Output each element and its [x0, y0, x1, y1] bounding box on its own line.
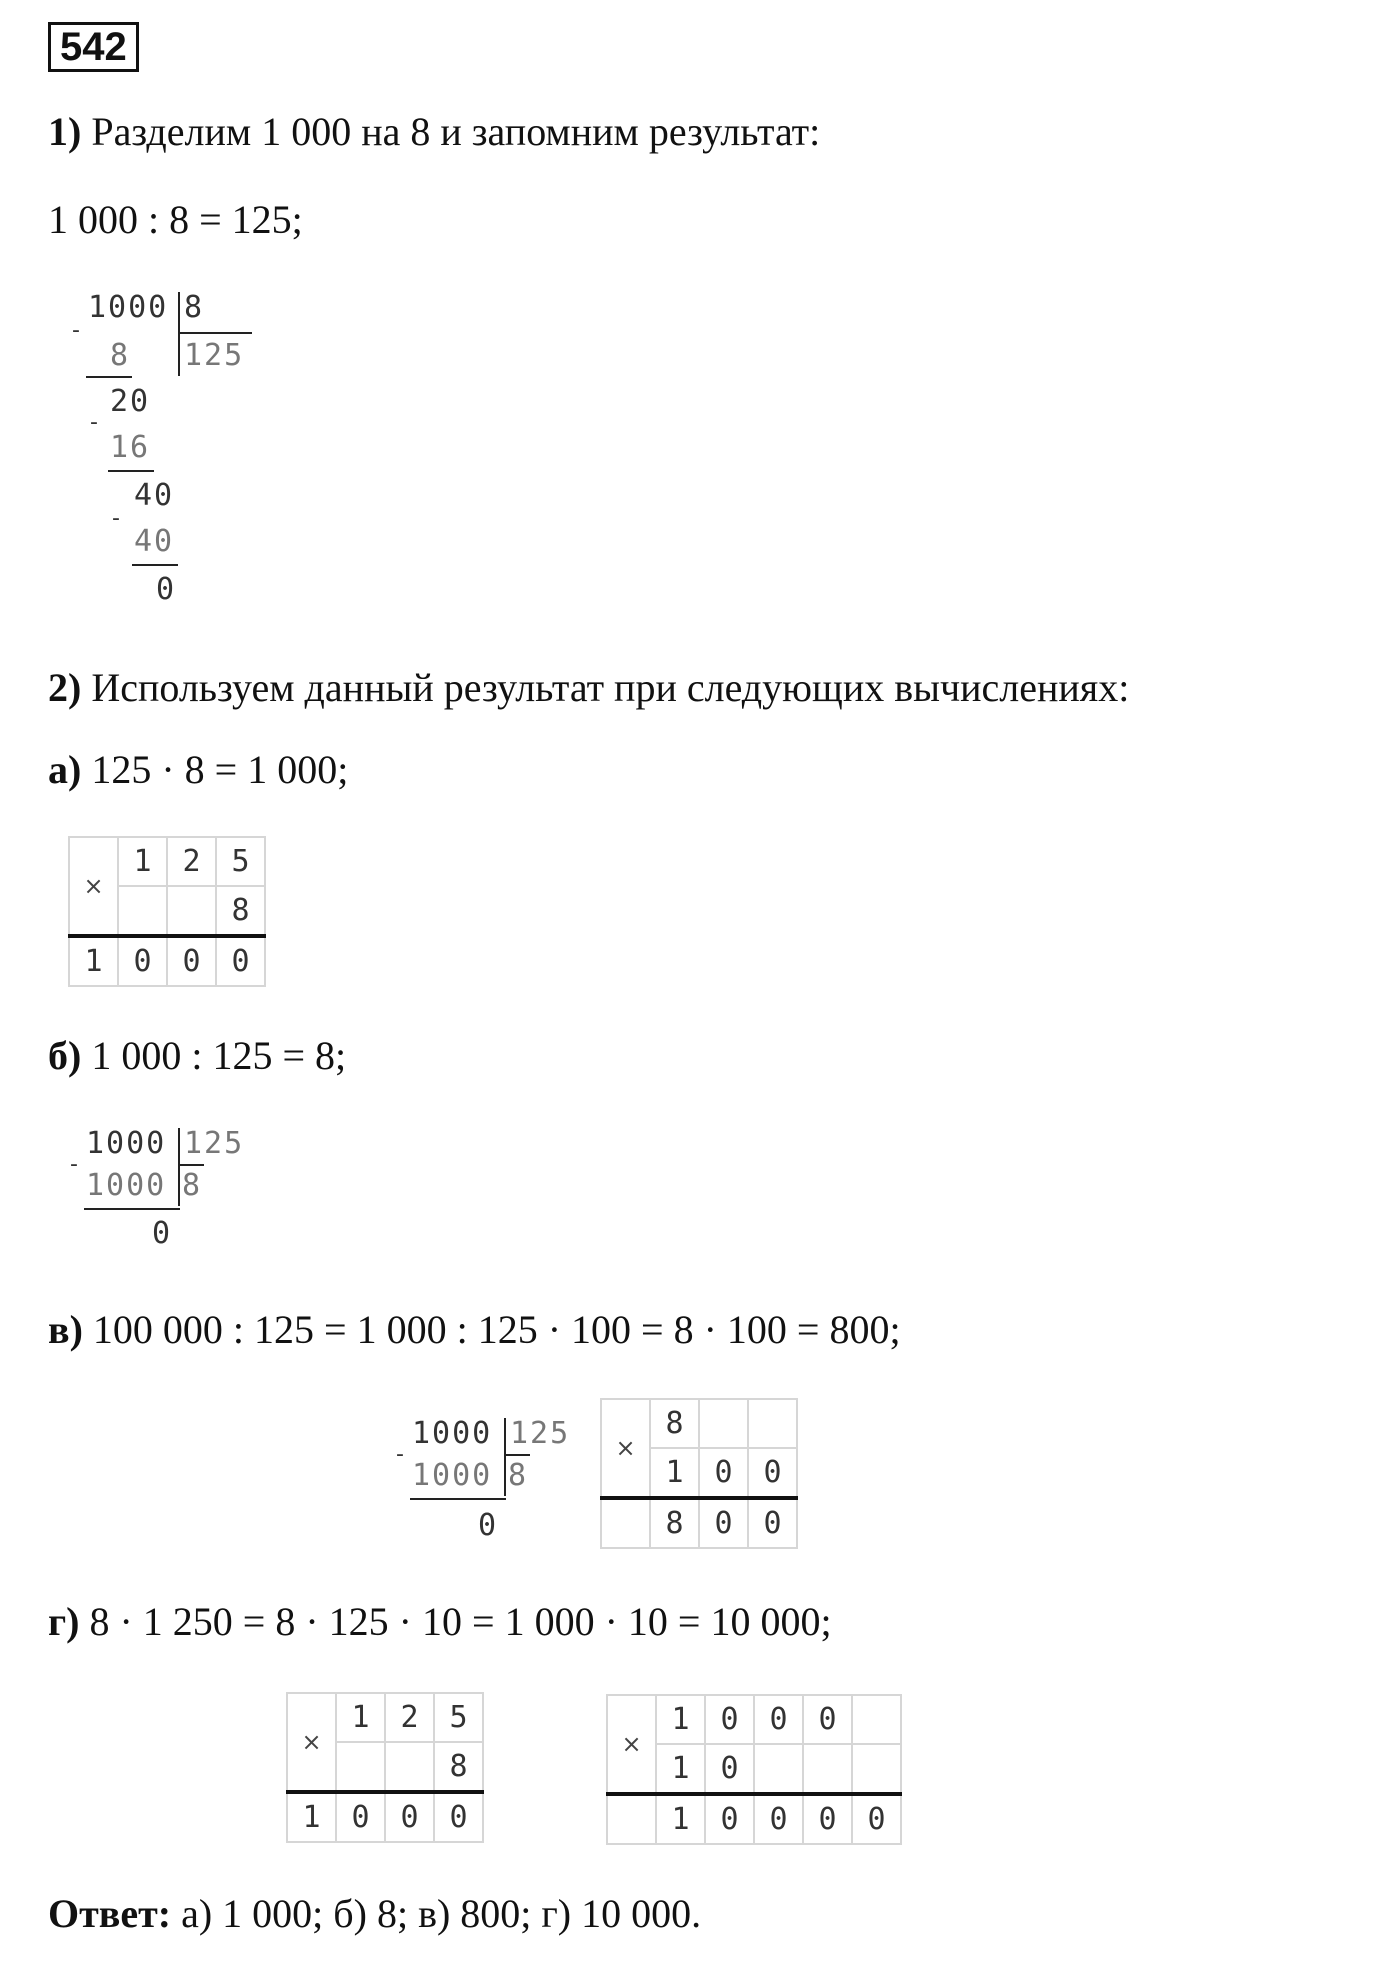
- div1-underline-1: [86, 376, 132, 378]
- step1-equation: 1 000 : 8 = 125;: [48, 197, 303, 242]
- grid-cell: [852, 1744, 901, 1794]
- div1-divisor: 8: [184, 290, 205, 325]
- part-b-label: б): [48, 1033, 82, 1078]
- grid-cell: [336, 1742, 385, 1792]
- grid-cell: 8: [650, 1399, 699, 1448]
- grid-cell: 0: [748, 1448, 797, 1498]
- grid-cell: 1: [650, 1448, 699, 1498]
- grid-result-cell: 0: [385, 1792, 434, 1842]
- grid-cell: [748, 1399, 797, 1448]
- part-a-label: а): [48, 747, 82, 792]
- grid-cell: 1: [118, 837, 167, 886]
- part-v-label: в): [48, 1307, 83, 1352]
- grid-cell: 1: [656, 1695, 705, 1744]
- part-g-equation: 8 · 1 250 = 8 · 125 · 10 = 1 000 · 10 = 10 000;: [79, 1599, 832, 1644]
- grid-cell: 2: [385, 1693, 434, 1742]
- div1-sub2: 16: [110, 430, 151, 465]
- grid-result-cell: 8: [650, 1498, 699, 1548]
- part-b-line: [48, 1032, 346, 1080]
- div-v-dividend: 1000: [412, 1416, 493, 1451]
- grid-cell: [167, 886, 216, 936]
- div-b-quotient-line: [178, 1164, 204, 1166]
- div-b-dividend: 1000: [86, 1126, 167, 1161]
- grid-cell: 1: [336, 1693, 385, 1742]
- grid-result-cell: 0: [167, 936, 216, 986]
- times-sign: ×: [607, 1695, 656, 1794]
- div-v-remainder: 0: [478, 1508, 499, 1543]
- grid-cell: 0: [699, 1448, 748, 1498]
- part-g-multiplication-grid-1: [286, 1692, 484, 1843]
- div1-dividend: 1000: [88, 290, 169, 325]
- grid-cell: [118, 886, 167, 936]
- part-a-multiplication-grid: [68, 836, 266, 987]
- div-b-underline: [84, 1208, 180, 1210]
- div1-rem2: 40: [134, 478, 175, 513]
- grid-result-cell: 0: [754, 1794, 803, 1844]
- answer-line: [48, 1890, 701, 1938]
- grid-cell: 5: [216, 837, 265, 886]
- div1-minus-3: -: [112, 506, 120, 531]
- div-b-sub: 1000: [86, 1168, 167, 1203]
- grid-cell: 0: [754, 1695, 803, 1744]
- grid-result-cell: 0: [748, 1498, 797, 1548]
- grid-cell: 0: [803, 1695, 852, 1744]
- step2-label: 2): [48, 665, 82, 710]
- part-b-equation: 1 000 : 125 = 8;: [81, 1033, 347, 1078]
- div1-underline-2: [108, 470, 154, 472]
- div1-underline-3: [132, 564, 178, 566]
- times-sign: ×: [287, 1693, 336, 1792]
- div1-rem3: 0: [156, 572, 177, 607]
- div-v-sub: 1000: [412, 1458, 493, 1493]
- grid-result-cell: 0: [803, 1794, 852, 1844]
- div-v-underline: [410, 1498, 506, 1500]
- grid-result-cell: 0: [336, 1792, 385, 1842]
- div-b-minus: -: [70, 1152, 78, 1177]
- part-g-label: г): [48, 1599, 80, 1644]
- answer-text: а) 1 000; б) 8; в) 800; г) 10 000.: [171, 1891, 702, 1936]
- grid-result-cell: 1: [656, 1794, 705, 1844]
- grid-cell: 0: [705, 1744, 754, 1794]
- grid-cell: [385, 1742, 434, 1792]
- step1-text: Разделим 1 000 на 8 и запомним результат:: [81, 109, 821, 154]
- grid-cell: 2: [167, 837, 216, 886]
- step1-line: [48, 108, 820, 156]
- grid-cell: [803, 1744, 852, 1794]
- grid-cell: 5: [434, 1693, 483, 1742]
- answer-label: Ответ:: [48, 1891, 172, 1936]
- div-v-minus: -: [396, 1442, 404, 1467]
- grid-result-cell: 0: [699, 1498, 748, 1548]
- step2-text: Используем данный результат при следующих вычислениях:: [81, 665, 1130, 710]
- grid-result-cell: 0: [216, 936, 265, 986]
- div-v-quotient: 8: [508, 1458, 529, 1493]
- part-g-line: [48, 1598, 832, 1646]
- grid-cell: [699, 1399, 748, 1448]
- div-b-divisor: 125: [184, 1126, 245, 1161]
- div-v-quotient-line: [504, 1454, 530, 1456]
- div-v-vertical-line: [504, 1418, 506, 1496]
- part-v-multiplication-grid: [600, 1398, 798, 1549]
- times-sign: ×: [601, 1399, 650, 1498]
- div-b-vertical-line: [178, 1128, 180, 1206]
- div1-sub3: 40: [134, 524, 175, 559]
- div1-rem1: 20: [110, 384, 151, 419]
- step1-label: 1): [48, 109, 82, 154]
- div1-sub1: 8: [110, 338, 131, 373]
- grid-cell: [754, 1744, 803, 1794]
- div-b-quotient: 8: [182, 1168, 203, 1203]
- part-v-line: [48, 1306, 901, 1354]
- grid-result-cell: 0: [852, 1794, 901, 1844]
- div1-quotient: 125: [184, 338, 245, 373]
- grid-cell: 8: [216, 886, 265, 936]
- grid-cell: 8: [434, 1742, 483, 1792]
- grid-result-cell: 0: [434, 1792, 483, 1842]
- grid-result-cell: [607, 1794, 656, 1844]
- grid-result-cell: 0: [118, 936, 167, 986]
- div1-minus-2: -: [90, 410, 98, 435]
- times-sign: ×: [69, 837, 118, 936]
- grid-result-cell: 0: [705, 1794, 754, 1844]
- part-a-equation: 125 · 8 = 1 000;: [81, 747, 349, 792]
- div-b-remainder: 0: [152, 1216, 173, 1251]
- grid-result-cell: 1: [287, 1792, 336, 1842]
- grid-cell: [852, 1695, 901, 1744]
- grid-cell: 0: [705, 1695, 754, 1744]
- grid-result-cell: 1: [69, 936, 118, 986]
- div1-vertical-line: [178, 292, 180, 376]
- part-v-equation: 100 000 : 125 = 1 000 : 125 · 100 = 8 · 100 = 800;: [82, 1307, 901, 1352]
- div1-minus-1: -: [72, 318, 80, 343]
- task-number: 542: [48, 22, 139, 72]
- step2-line: [48, 664, 1129, 712]
- grid-result-cell: [601, 1498, 650, 1548]
- div-v-divisor: 125: [510, 1416, 571, 1451]
- part-g-multiplication-grid-2: [606, 1694, 902, 1845]
- part-a-line: [48, 746, 348, 794]
- div1-quotient-line: [178, 332, 252, 334]
- grid-cell: 1: [656, 1744, 705, 1794]
